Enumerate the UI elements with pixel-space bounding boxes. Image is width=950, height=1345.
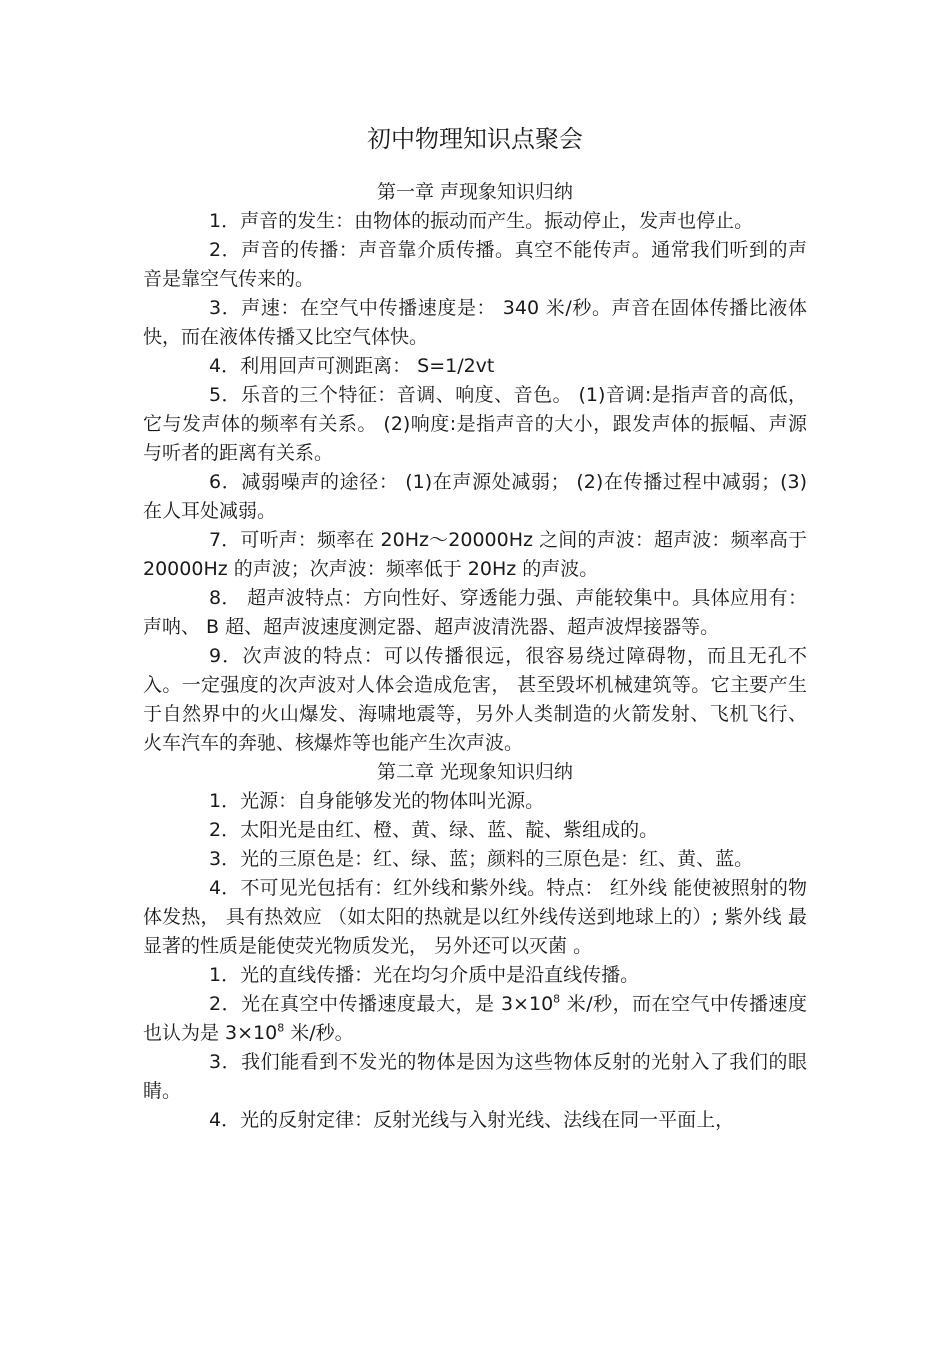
paragraph: 1．声音的发生：由物体的振动而产生。振动停止，发声也停止。 (209, 210, 754, 232)
chapter-heading: 第二章 光现象知识归纳 (376, 761, 574, 783)
paragraph: 5．乐音的三个特征：音调、响度、音色。 (1)音调:是指声音的高低，它与发声体的频率有关系。 (2)响度:是指声音的大小，跟发声体的振幅、声源与听者的距离有关系。 (143, 384, 807, 464)
paragraph: 3．我们能看到不发光的物体是因为这些物体反射的光射入了我们的眼睛。 (143, 1051, 807, 1102)
paragraph: 2．太阳光是由红、橙、黄、绿、蓝、靛、紫组成的。 (209, 819, 659, 841)
paragraph: 6．减弱噪声的途径： (1)在声源处减弱； (2)在传播过程中减弱；(3)在人耳处减弱。 (143, 471, 807, 522)
paragraph: 2．声音的传播：声音靠介质传播。真空不能传声。通常我们听到的声音是靠空气传来的。 (143, 239, 807, 290)
paragraph (143, 990, 807, 1048)
paragraph: 4．利用回声可测距离： S=1/2vt (209, 355, 495, 377)
paragraph: 3．声速：在空气中传播速度是： 340 米/秒。声音在固体传播比液体快，而在液体传播又比空气体快。 (143, 297, 807, 348)
document-title: 初中物理知识点聚会 (367, 125, 583, 153)
paragraph: 4．不可见光包括有：红外线和紫外线。特点： 红外线 能使被照射的物体发热， 具有热效应 （如太阳的热就是以红外线传送到地球上的）; 紫外线 最显著的性质是能使荧光物质发光， 另外还可以灭菌 。 (143, 877, 807, 957)
paragraph: 3．光的三原色是：红、绿、蓝；颜料的三原色是：红、黄、蓝。 (209, 848, 754, 870)
paragraph: 1．光的直线传播：光在均匀介质中是沿直线传播。 (209, 964, 640, 986)
text-run: 2．光在真空中传播速度最大，是 3×10 (209, 993, 554, 1015)
paragraph: 4．光的反射定律：反射光线与入射光线、法线在同一平面上， (209, 1109, 735, 1131)
paragraph: 9．次声波的特点：可以传播很远，很容易绕过障碍物，而且无孔不入。一定强度的次声波对人体会造成危害， 甚至毁坏机械建筑等。它主要产生于自然界中的火山爆发、海啸地震等，另外人类制造的火箭发射、飞机飞行、火车汽车的奔驰、核爆炸等也能产生次声波。 (143, 645, 807, 754)
chapter-heading: 第一章 声现象知识归纳 (376, 181, 574, 203)
text-run: 米/秒，而在空气中传播速度也认为是 3×10 (143, 993, 807, 1044)
paragraph: 7．可听声：频率在 20Hz～20000Hz 之间的声波：超声波：频率高于 20000Hz 的声波；次声波：频率低于 20Hz 的声波。 (143, 529, 807, 580)
superscript: 8 (553, 992, 561, 1006)
document-body (143, 178, 807, 1135)
text-run: 米/秒。 (284, 1022, 354, 1044)
paragraph: 8． 超声波特点：方向性好、穿透能力强、声能较集中。具体应用有：声呐、 B 超、超声波速度测定器、超声波清洗器、超声波焊接器等。 (143, 587, 807, 638)
superscript: 8 (277, 1021, 285, 1035)
paragraph: 1．光源：自身能够发光的物体叫光源。 (209, 790, 545, 812)
